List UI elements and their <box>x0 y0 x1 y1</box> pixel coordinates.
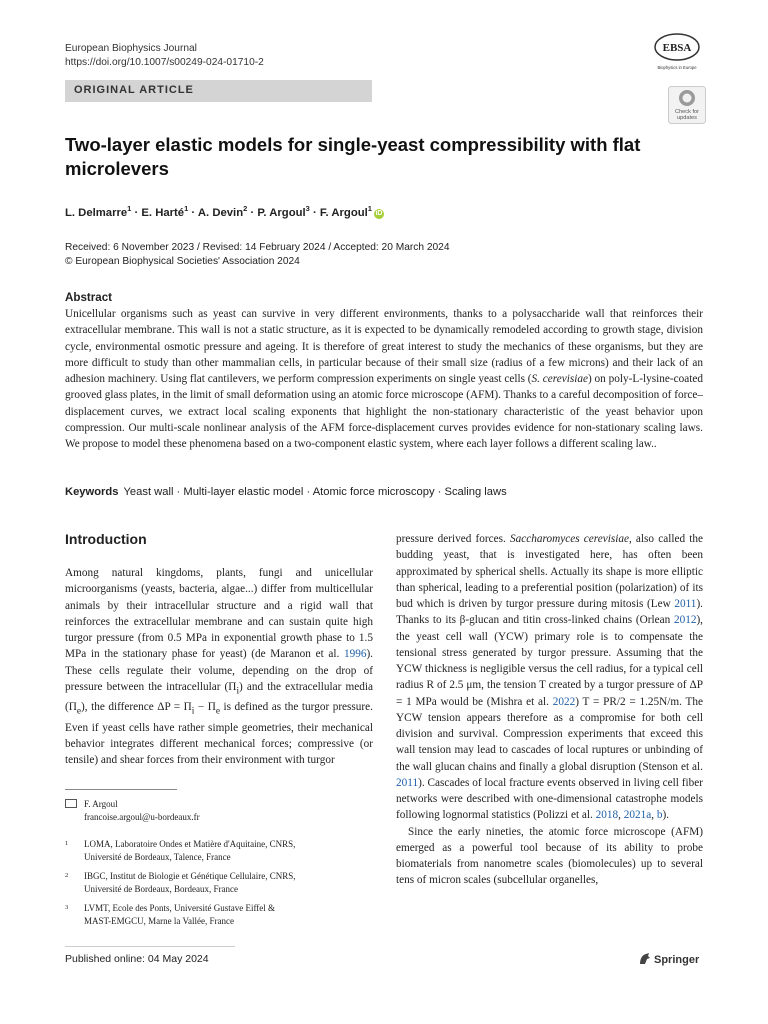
svg-text:updates: updates <box>677 115 697 121</box>
article-type: ORIGINAL ARTICLE <box>74 84 194 96</box>
footer-rule <box>65 946 235 947</box>
citation-link[interactable]: 1996 <box>343 648 367 661</box>
logo-subtext: Biophysics in Europe <box>657 65 697 70</box>
keywords-list: Yeast wall · Multi-layer elastic model · Atomic force microscopy · Scaling laws <box>123 486 507 498</box>
citation-link[interactable]: b <box>656 809 663 822</box>
check-for-updates-badge[interactable] <box>668 86 706 124</box>
affiliation: 2 IBGC, Institut de Biologie et Génétique Cellulaire, CNRS, Université de Bordeaux, Bordeaux, France <box>65 871 296 894</box>
citation-link[interactable]: 2011 <box>674 598 697 610</box>
email-link[interactable]: francoise.argoul@u-bordeaux.fr <box>84 811 200 822</box>
doi-link[interactable]: https://doi.org/10.1007/s00249-024-01710-2 <box>65 57 264 68</box>
publisher-name: Springer <box>654 954 700 966</box>
journal-name: European Biophysics Journal <box>65 43 197 54</box>
affiliation: 3 LVMT, Ecole des Ponts, Université Gustave Eiffel & MAST-EMGCU, Marne la Vallée, France <box>65 903 276 926</box>
citation-link[interactable]: 2021a <box>623 809 652 822</box>
abstract-text: Unicellular organisms such as yeast can survive in very different environments, thanks to a polysaccharide wall that reinforces their extracellular membrane. This wall is not a static structure, as it is expected to be dynamically remodeled according to growth stage, division cycle, environmental osmotic pressure and ageing. It is therefore of great interest to study the mechanics of these organisms, but they are more difficult to study than other mammalian cells, in particular because of their small size (radius of a few microns) and their lack of an adhesion machinery. Using flat cantilevers, we perform compression experiments on single yeast cells (S. cerevisiae) on poly-L-lysine-coated grooved glass plates, in the limit of small deformation using an atomic force microscope (AFM). Thanks to a careful decomposition of force–displacement curves, we extract local scaling exponents that highlight the non-stationary characteristic of the yeast behavior upon compression. Our multi-scale nonlinear analysis of the AFM force-displacement curves provides evidence for non-stationary scaling laws. We propose to model these phenomena based on a two-component elastic system, where each layer follows a different scaling law.. <box>65 308 703 451</box>
keywords-label: Keywords <box>65 486 119 498</box>
paragraph: Since the early nineties, the atomic force microscope (AFM) emerged as a powerful tool because of its ability to probe biomaterials from nanometre scales (biomolecules) up to several tens of micron scales (subcellular organelles, <box>396 825 703 887</box>
abstract-heading: Abstract <box>65 291 113 304</box>
author[interactable]: F. Argoul$^1$ <box>319 204 372 219</box>
author[interactable]: P. Argoul$^3$ <box>257 204 310 219</box>
author[interactable]: L. Delmarre$^1$ <box>65 204 132 219</box>
copyright: © European Biophysical Societies' Association 2024 <box>65 256 300 267</box>
intro-right-column: pressure derived forces. Saccharomyces cerevisiae, also called the budding yeast, that is investigated here, has often been approximated by spherical shells. Actually its shape is more elliptic than spherical, leading to a preferential position (polarization) of its bud which is driven by turgor pressure during mitosis (Lew 2011). Thanks to its β-glucan and titin cross-linked chains (Orlean 2012), the yeast cell wall (YCW) primary role is to compensate the tensional stress generated by turgor pressure. Assuming that the YCW thickness is negligible versus the cell radius, for a typical cell radius R of 2.5 μm, the tension T created by a turgor pressure of ΔP = 1 MPa would be (Mishra et al. 2022) T = PR/2 = 1.25N/m. The YCW tension appears therefore as a compromise for both cell division and survival. Compression experiments that exceed this wall tension may lead to cascades of local ruptures or unbinding of the wall glucan chains and finally a global disruption (Stenson et al. 2011). Cascades of local fracture events observed in living cell fiber networks were described with one-dimensional catastrophe models following lognormal statistics (Polizzi et al. 2018, 2021a, b). Since the early nineties, the atomic force microscope (AFM) emerged as a powerful tool because of its ability to probe biomaterials from nanometre scales (biomolecules) up to several tens of micron scales (subcellular organelles, <box>396 531 703 889</box>
author[interactable]: E. Harté$^1$ <box>141 204 189 219</box>
citation-link[interactable]: 2022 <box>552 695 576 708</box>
springer-logo <box>638 952 699 966</box>
footnote-rule <box>65 789 177 790</box>
corresponding-author: F. Argoul <box>84 799 118 809</box>
ebsa-logo <box>646 30 708 74</box>
citation-link[interactable]: 2011 <box>396 776 419 789</box>
citation-link[interactable]: 2018 <box>595 809 619 822</box>
journal-header <box>65 42 264 70</box>
logo-text: EBSA <box>662 42 692 54</box>
introduction-heading: Introduction <box>65 531 147 547</box>
affiliation: 1 LOMA, Laboratoire Ondes et Matière d'Aquitaine, CNRS, Université de Bordeaux, Talence, France <box>65 839 296 862</box>
published-date: Published online: 04 May 2024 <box>65 953 209 965</box>
orcid-icon[interactable]: iD <box>375 209 383 217</box>
article-title: Two-layer elastic models for single-yeast compressibility with flat microlevers <box>65 134 641 179</box>
history-dates: Received: 6 November 2023 / Revised: 14 February 2024 / Accepted: 20 March 2024 <box>65 242 450 253</box>
springer-horse-icon <box>638 952 652 965</box>
intro-left-column: Among natural kingdoms, plants, fungi and unicellular microorganisms (yeasts, bacteria, algae...) differ from multicellular animals by their intracellular structure and a rigid wall that reinforces the extracellular membrane and can sustain quite high turgor pressure (from 0.5 MPa in exponential growth phase to 1.5 MPa in the stationary phase for yeast) (de Maranon et al. 1996). These cells regulate their volume, depending on the drop of pressure between the intracellular $(\Pi_i)$ and the extracellular media $(\Pi_e)$, the difference $\Delta P = \Pi_i - \Pi_e$ is defined as the turgor pressure. Even if yeast cells have rather simple geometries, their mechanical behavior integrates different mechanical forces; compressive (or tensile) and shear forces from their environment with turgor <box>65 567 373 767</box>
article-dates <box>65 241 450 269</box>
envelope-icon <box>65 799 77 808</box>
citation-link[interactable]: 2012 <box>673 614 697 627</box>
author-list: L. Delmarre$^1$ · E. Harté$^1$ · A. Devin$^2$ · P. Argoul$^3$ · F. Argoul$^1$iD <box>65 204 383 219</box>
author[interactable]: A. Devin$^2$ <box>197 204 248 219</box>
article-type-banner <box>65 80 372 102</box>
keywords <box>65 486 507 498</box>
svg-text:Check for: Check for <box>675 109 699 115</box>
